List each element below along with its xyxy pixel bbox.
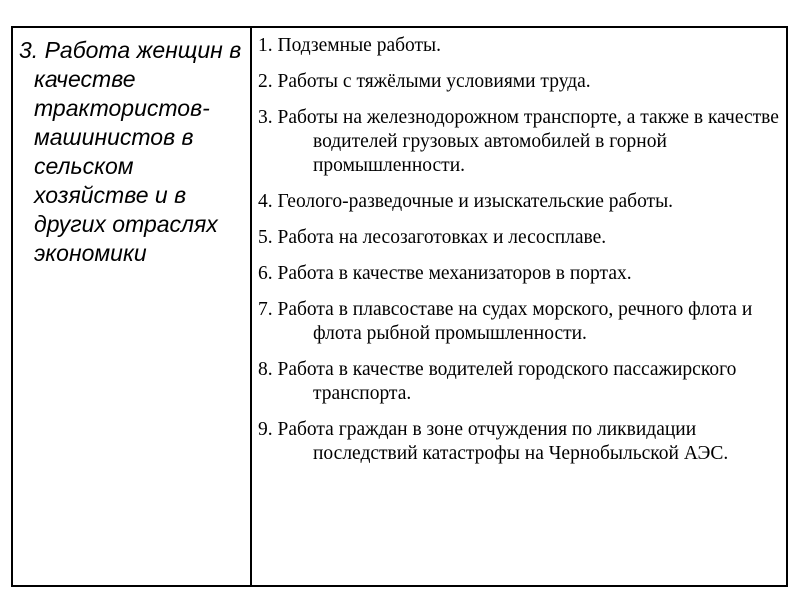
list-item: 2. Работы с тяжёлыми условиями труда.	[258, 71, 591, 92]
category-cell	[13, 28, 252, 585]
list-item: 7. Работа в плавсоставе на судах морского, речного флота и флота рыбной промышленности.	[258, 299, 753, 344]
items-cell	[252, 28, 786, 585]
list-item: 4. Геолого-разведочные и изыскательские работы.	[258, 191, 674, 212]
list-item: 1. Подземные работы.	[258, 35, 442, 56]
list-item: 9. Работа граждан в зоне отчуждения по ликвидации последствий катастрофы на Чернобыльской АЭС.	[258, 419, 729, 464]
list-item: 3. Работы на железнодорожном транспорте, а также в качестве водителей грузовых автомобилей в горной промышленности.	[258, 107, 779, 176]
list-item: 8. Работа в качестве водителей городского пассажирского транспорта.	[258, 359, 737, 404]
category-label: 3. Работа женщин в качестве трактористов-машинистов в сельском хозяйстве и в других отраслях экономики	[19, 37, 242, 266]
restrictions-table	[11, 26, 788, 587]
list-item: 5. Работа на лесозаготовках и лесосплаве.	[258, 227, 607, 248]
list-item: 6. Работа в качестве механизаторов в портах.	[258, 263, 632, 284]
